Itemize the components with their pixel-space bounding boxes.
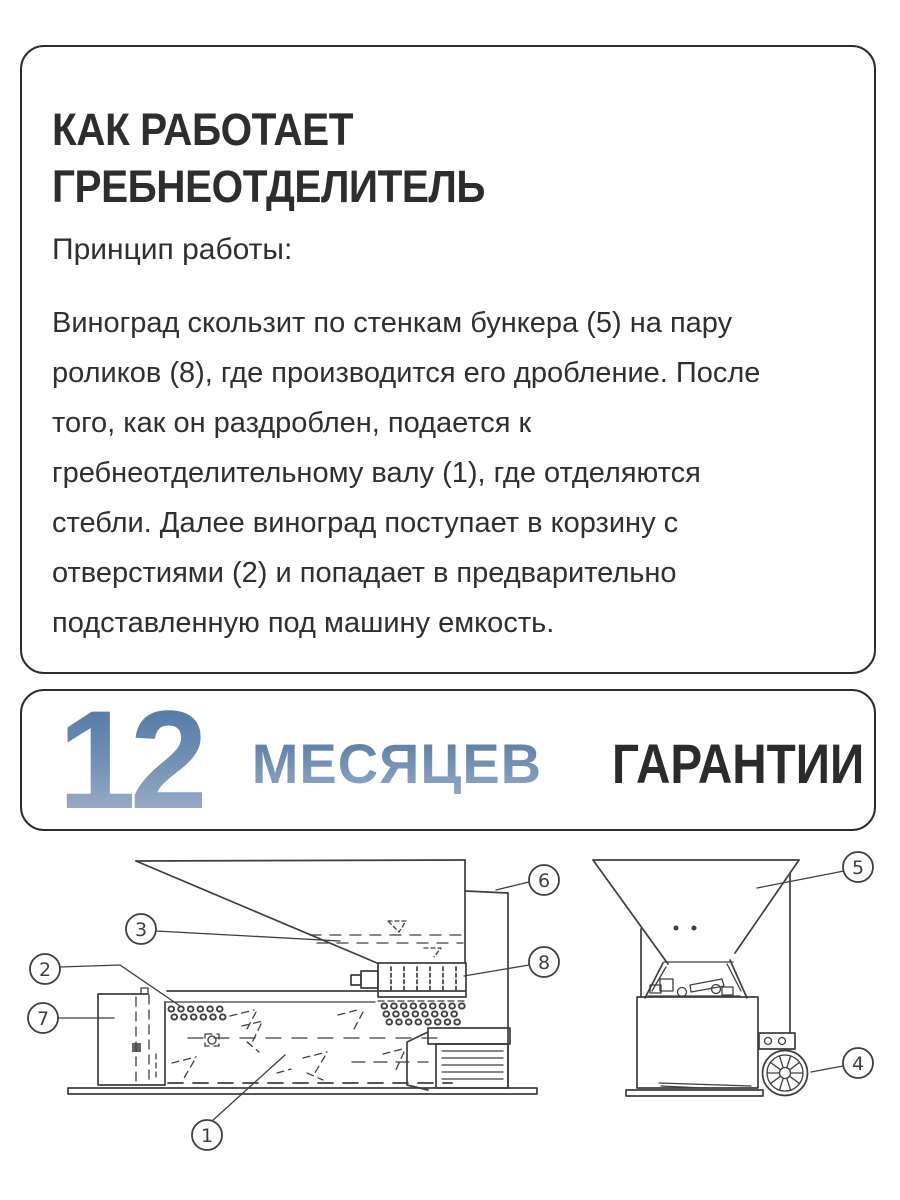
- warranty-guarantee-label: ГАРАНТИИ: [612, 731, 865, 795]
- description-paragraph: Виноград скользит по стенкам бункера (5) на пару роликов (8), где производится его дробление. После того, как он раздроблен, подается к гребнеотделительному валу (1), где отделяются стебли. Далее виноград поступает в корзину с отверстиями (2) и попадает в предварительно подставленную под машину емкость.: [52, 307, 761, 639]
- svg-text:5: 5: [851, 857, 865, 879]
- left-view-destemmer-side: [28, 860, 559, 1150]
- svg-text:6: 6: [537, 870, 551, 892]
- working-principle-label: Принцип работы:: [52, 233, 293, 266]
- callout-2: [30, 954, 60, 984]
- debris-dot: [208, 1036, 216, 1044]
- right-view-destemmer-end: [593, 852, 873, 1096]
- hopper-level-dashes: [310, 921, 463, 957]
- motor-grill-block: [407, 1028, 510, 1090]
- trough-debris: [172, 1009, 406, 1080]
- machine-base: [626, 1090, 763, 1096]
- left-basket-box: [98, 988, 165, 1085]
- callout-7: [28, 1003, 58, 1033]
- callout-8: [529, 947, 559, 977]
- callout-5: [843, 852, 873, 882]
- callout-4: [843, 1048, 873, 1078]
- callout-1: [192, 1120, 222, 1150]
- machine-diagrams: [0, 845, 900, 1175]
- svg-text:7: 7: [36, 1008, 50, 1030]
- warranty-card: [20, 689, 876, 831]
- page-title-line-2: ГРЕБНЕОТДЕЛИТЕЛЬ: [52, 161, 486, 212]
- crusher-rollers: [351, 963, 466, 1001]
- warranty-months-label: МЕСЯЦЕВ: [251, 731, 543, 795]
- grape-bands: [171, 1006, 463, 1022]
- svg-text:2: 2: [38, 959, 52, 981]
- warranty-number: 12: [58, 689, 202, 831]
- svg-text:8: 8: [537, 952, 551, 974]
- svg-text:1: 1: [200, 1125, 214, 1147]
- machine-body: [637, 997, 758, 1088]
- base-platform: [68, 1088, 537, 1094]
- page-title-line-1: КАК РАБОТАЕТ: [52, 104, 354, 155]
- callout-6: [529, 865, 559, 895]
- hopper-outline: [136, 860, 508, 1088]
- callout-3: [126, 914, 156, 944]
- motor-fan: [759, 1033, 808, 1096]
- how-it-works-card: [20, 45, 876, 674]
- crusher-mechanism: [648, 979, 740, 997]
- svg-text:4: 4: [851, 1053, 865, 1075]
- svg-text:3: 3: [134, 919, 148, 941]
